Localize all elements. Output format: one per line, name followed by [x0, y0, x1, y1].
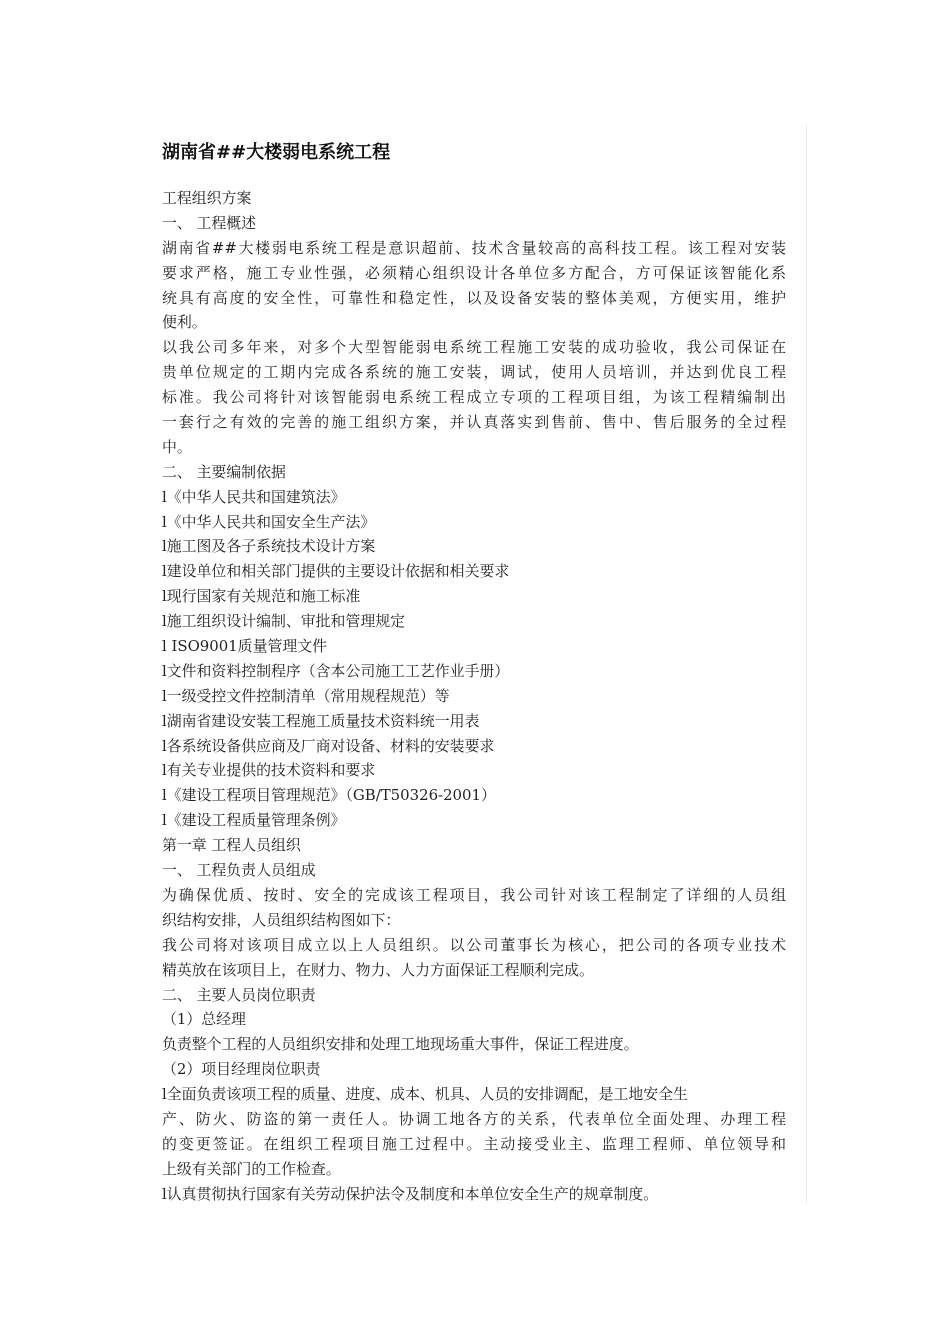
text-line: 湖南省##大楼弱电系统工程是意识超前、技术含量较高的高科技工程。该工程对安装: [162, 238, 786, 257]
text-line: l《建设工程项目管理规范》（GB/T50326-2001）: [162, 786, 496, 805]
text-line: 贵单位规定的工期内完成各系统的施工安装，调试，使用人员培训，并达到优良工程: [162, 363, 786, 382]
text-line: l各系统设备供应商及厂商对设备、材料的安装要求: [162, 736, 495, 755]
text-line: l ISO9001质量管理文件: [162, 637, 328, 656]
text-line: l《建设工程质量管理条例》: [162, 811, 346, 830]
text-line: 一、 工程概述: [162, 213, 257, 232]
text-line: l现行国家有关规范和施工标准: [162, 587, 361, 606]
text-line: l施工组织设计编制、审批和管理规定: [162, 612, 406, 631]
text-line: l全面负责该项工程的质量、进度、成本、机具、人员的安排调配，是工地安全生: [162, 1085, 688, 1104]
text-line: l《中华人民共和国安全生产法》: [162, 512, 376, 531]
text-line: 为确保优质、按时、安全的完成该工程项目，我公司针对该工程制定了详细的人员组: [162, 885, 786, 904]
text-line: l湖南省建设安装工程施工质量技术资料统一用表: [162, 711, 480, 730]
text-line: 一套行之有效的完善的施工组织方案，并认真落实到售前、售中、售后服务的全过程: [162, 413, 786, 432]
text-line: 第一章 工程人员组织: [162, 836, 301, 855]
text-line: 上级有关部门的工作检查。: [162, 1159, 341, 1178]
text-line: 负责整个工程的人员组织安排和处理工地现场重大事件，保证工程进度。: [162, 1035, 639, 1054]
text-line: l文件和资料控制程序（含本公司施工工艺作业手册）: [162, 661, 510, 680]
document-title: 湖南省##大楼弱电系统工程: [162, 142, 391, 163]
text-line: （1）总经理: [162, 1010, 246, 1029]
text-line: 精英放在该项目上，在财力、物力、人力方面保证工程顺利完成。: [162, 960, 594, 979]
text-line: 统具有高度的安全性，可靠性和稳定性，以及设备安装的整体美观，方便实用，维护: [162, 288, 786, 307]
text-line: （2）项目经理岗位职责: [162, 1060, 321, 1079]
text-line: l施工图及各子系统技术设计方案: [162, 537, 376, 556]
text-line: 的变更签证。在组织工程项目施工过程中。主动接受业主、监理工程师、单位领导和: [162, 1134, 786, 1153]
text-line: l认真贯彻执行国家有关劳动保护法令及制度和本单位安全生产的规章制度。: [162, 1184, 659, 1203]
text-line: l《中华人民共和国建筑法》: [162, 487, 346, 506]
document: [162, 137, 786, 1207]
text-line: 中。: [162, 437, 192, 456]
text-line: 要求严格，施工专业性强，必须精心组织设计各单位多方配合，方可保证该智能化系: [162, 263, 786, 282]
text-line: 标准。我公司将针对该智能弱电系统工程成立专项的工程项目组，为该工程精编制出: [162, 388, 786, 407]
text-line: l一级受控文件控制清单（常用规程规范）等: [162, 686, 450, 705]
text-line: l建设单位和相关部门提供的主要设计依据和相关要求: [162, 562, 510, 581]
text-line: 便利。: [162, 313, 207, 332]
text-line: 一、 工程负责人员组成: [162, 861, 316, 880]
text-line: l有关专业提供的技术资料和要求: [162, 761, 376, 780]
text-line: 产、防火、防盗的第一责任人。协调工地各方的关系，代表单位全面处理、办理工程: [162, 1109, 786, 1128]
page-divider: [806, 125, 807, 1203]
text-line: 二、 主要编制依据: [162, 462, 286, 481]
text-line: 二、 主要人员岗位职责: [162, 985, 316, 1004]
document-body: [162, 186, 786, 1207]
text-line: 以我公司多年来，对多个大型智能弱电系统工程施工安装的成功验收，我公司保证在: [162, 338, 786, 357]
text-line: 工程组织方案: [162, 189, 252, 207]
text-line: 织结构安排，人员组织结构图如下：: [162, 910, 401, 929]
text-line: 我公司将对该项目成立以上人员组织。以公司董事长为核心，把公司的各项专业技术: [162, 935, 786, 954]
